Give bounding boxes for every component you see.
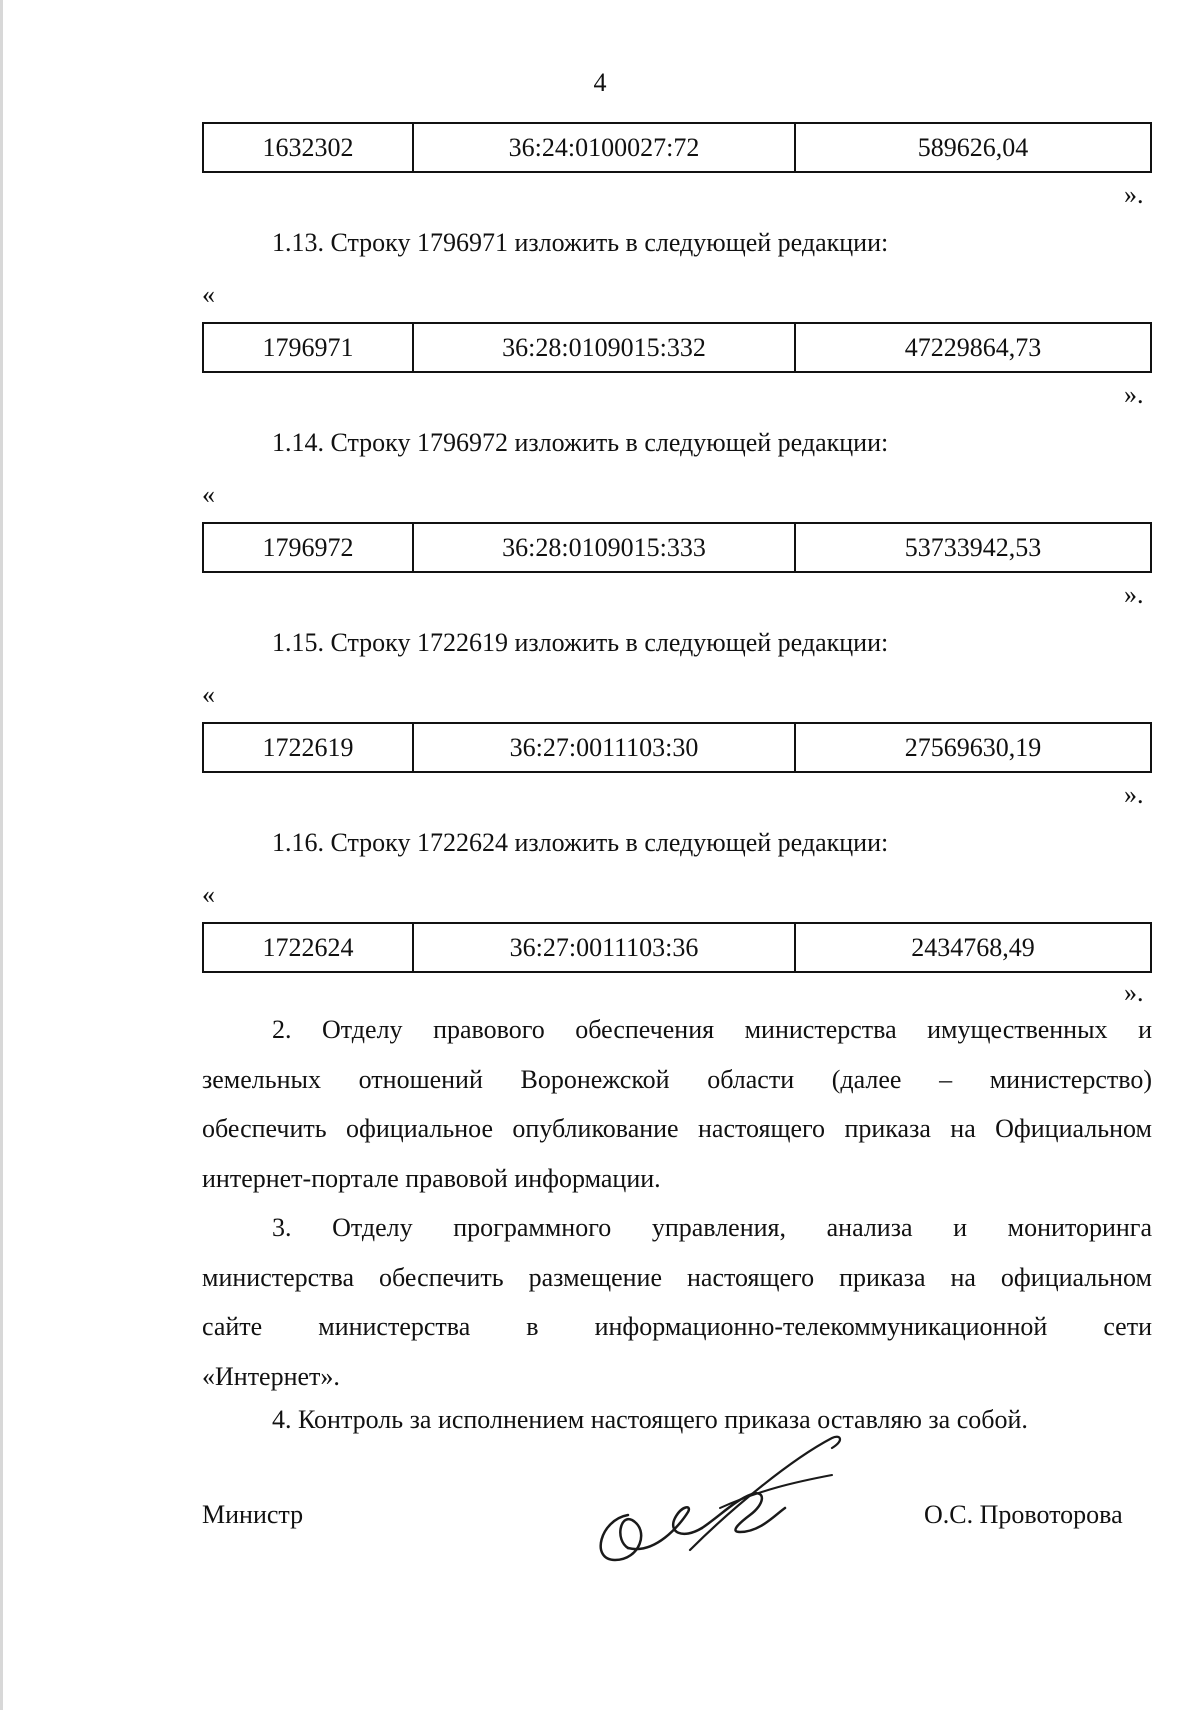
- row-value-cell: 589626,04: [795, 123, 1151, 172]
- row-id-cell: 1722619: [203, 723, 413, 772]
- signer-name: О.С. Провоторова: [924, 1500, 1123, 1529]
- row-cadastral-cell: 36:27:0011103:36: [413, 923, 795, 972]
- closing-quote: ».: [1124, 978, 1144, 1007]
- handwritten-signature: [570, 1420, 860, 1570]
- opening-quote: «: [202, 680, 215, 709]
- table-row: [202, 122, 1152, 173]
- row-cadastral-cell: 36:27:0011103:30: [413, 723, 795, 772]
- row-cadastral-cell: 36:28:0109015:332: [413, 323, 795, 372]
- signer-title: Министр: [202, 1500, 304, 1529]
- opening-quote: «: [202, 280, 215, 309]
- row-cadastral-cell: 36:24:0100027:72: [413, 123, 795, 172]
- table-row: [202, 922, 1152, 973]
- paragraph-line: министерства обеспечить размещение настоящего приказа на официальном: [202, 1262, 1152, 1292]
- item-1-16: 1.16. Строку 1722624 изложить в следующей редакции:: [272, 828, 889, 857]
- opening-quote: «: [202, 480, 215, 509]
- row-value-cell: 2434768,49: [795, 923, 1151, 972]
- paragraph-line: 3. Отделу программного управления, анализа и мониторинга: [272, 1213, 1152, 1242]
- page-number: 4: [593, 68, 607, 97]
- paragraph-line: интернет-портале правовой информации.: [202, 1163, 661, 1193]
- table-row: [202, 522, 1152, 573]
- item-1-13: 1.13. Строку 1796971 изложить в следующей редакции:: [272, 228, 889, 257]
- opening-quote: «: [202, 880, 215, 909]
- item-1-14: 1.14. Строку 1796972 изложить в следующей редакции:: [272, 428, 889, 457]
- closing-quote: ».: [1124, 780, 1144, 809]
- row-value-cell: 27569630,19: [795, 723, 1151, 772]
- paragraph-line: обеспечить официальное опубликование настоящего приказа на Официальном: [202, 1114, 1152, 1143]
- paragraph-2: [202, 1005, 1152, 1203]
- row-id-cell: 1796972: [203, 523, 413, 572]
- row-id-cell: 1796971: [203, 323, 413, 372]
- paragraph-4: 4. Контроль за исполнением настоящего приказа оставляю за собой.: [272, 1405, 1028, 1434]
- row-value-cell: 53733942,53: [795, 523, 1151, 572]
- table-row: [202, 722, 1152, 773]
- scan-edge: [0, 0, 3, 1710]
- paragraph-line: сайте министерства в информационно-телекоммуникационной сети: [202, 1312, 1152, 1341]
- paragraph-3: [202, 1203, 1152, 1401]
- item-1-15: 1.15. Строку 1722619 изложить в следующей редакции:: [272, 628, 889, 657]
- closing-quote: ».: [1124, 580, 1144, 609]
- row-id-cell: 1722624: [203, 923, 413, 972]
- row-id-cell: 1632302: [203, 123, 413, 172]
- paragraph-line: «Интернет».: [202, 1361, 340, 1391]
- row-value-cell: 47229864,73: [795, 323, 1151, 372]
- closing-quote: ».: [1124, 180, 1144, 209]
- table-row: [202, 322, 1152, 373]
- closing-quote: ».: [1124, 380, 1144, 409]
- paragraph-line: земельных отношений Воронежской области (далее – министерство): [202, 1064, 1152, 1094]
- paragraph-line: 2. Отделу правового обеспечения министерства имущественных и: [272, 1015, 1152, 1044]
- row-cadastral-cell: 36:28:0109015:333: [413, 523, 795, 572]
